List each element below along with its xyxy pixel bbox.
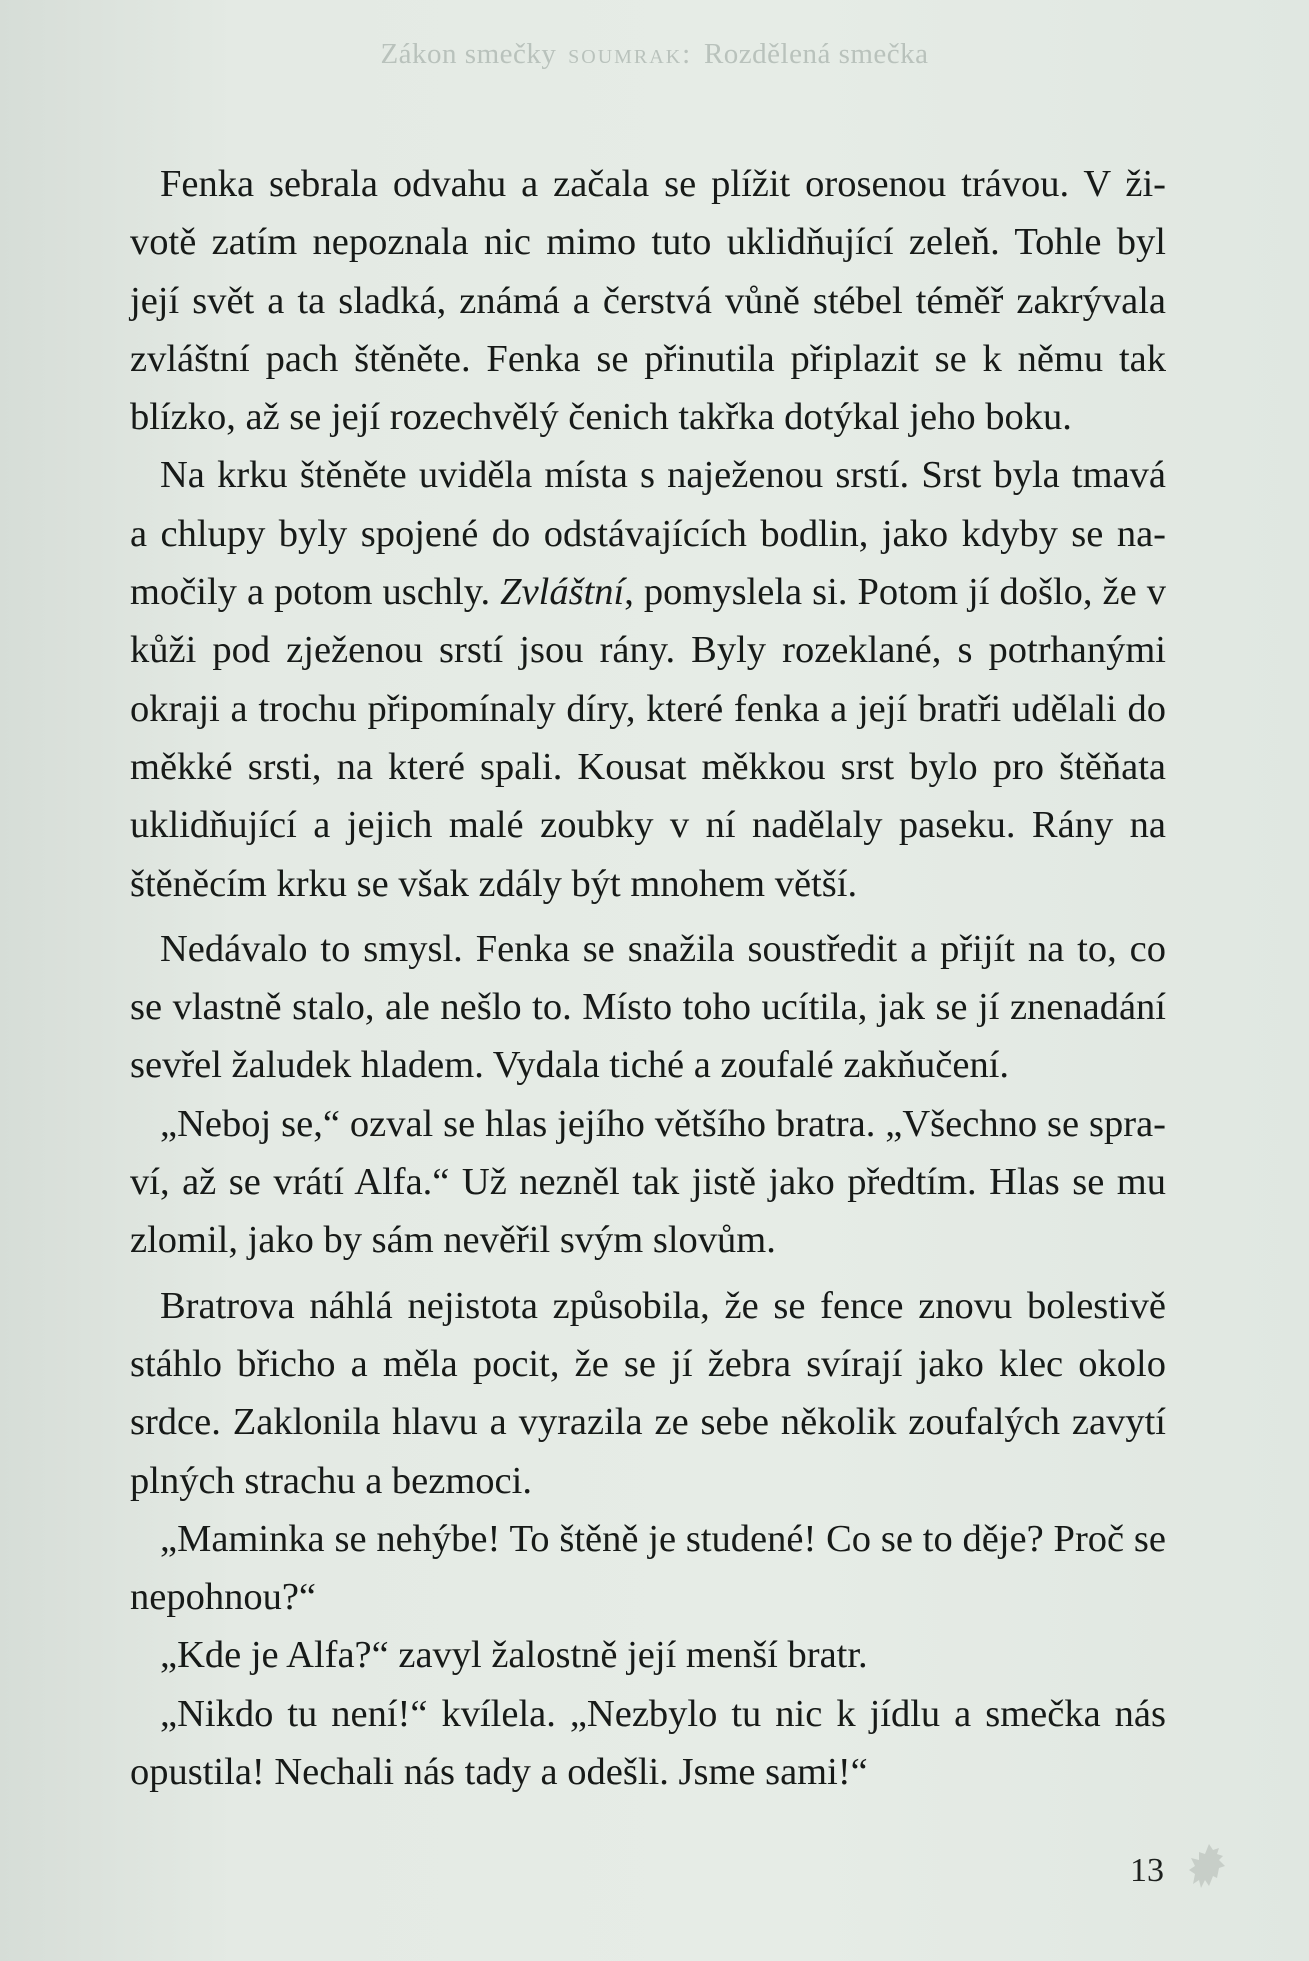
emphasized-word: Zvláštní bbox=[500, 571, 625, 614]
paragraph-7: „Kde je Alfa?“ zavyl žalostně její menší bratr. bbox=[160, 1634, 868, 1677]
paragraph-6: „Maminka se nehýbe! To štěně je studené! Co se to děje? Proč se nepohnou?“ bbox=[130, 1517, 1166, 1619]
paragraph-8: „Nikdo tu není!“ kvílela. „Nezbylo tu nic k jídlu a smečka nás opustila! Nechali nás tady a odešli. Jsme sami!“ bbox=[130, 1692, 1166, 1794]
running-head bbox=[0, 38, 1309, 71]
paragraph-1: Fenka sebrala odvahu a začala se plížit orosenou trávou. V životě zatím nepoznala nic mimo tuto uklidňující zeleň. Tohle byl její svět a ta sladká, známá a čerstvá vůně stébel téměř zakrývala zvláštní pach štěněte. Fenka se přinutila připlazit se k němu tak blízko, až se její rozechvělý čenich takřka dotýkal jeho boku. bbox=[130, 163, 1166, 439]
running-head-book-title: Zákon smečky bbox=[380, 38, 557, 70]
dog-silhouette-icon bbox=[1179, 1840, 1237, 1902]
paragraph-4: „Neboj se,“ ozval se hlas jejího většího bratra. „Všechno se spraví, až se vrátí Alfa.“ Už nezněl tak jistě jako předtím. Hlas se mu zlomil, jako by sám nevěřil svým slovům. bbox=[130, 1102, 1166, 1262]
body-text bbox=[130, 155, 1166, 1801]
paragraph-2: Na krku štěněte uviděla místa s naježenou srstí. Srst byla tmavá a chlupy byly spojené do odstávajících bodlin, jako kdyby se namočily a potom uschly. Zvláštní, pomyslela si. Potom jí došlo, že v kůži pod zježenou srstí jsou rány. Byly rozeklané, s potrhanými okraji a trochu připomínaly díry, které fenka a její bratři udělali do měkké srsti, na které spali. Kousat měkkou srst bylo pro štěňata uklidňující a jejich malé zoubky v ní nadělaly paseku. Rány na štěněcím krku se však zdály být mnohem větší. bbox=[130, 454, 1166, 905]
running-head-subtitle: Rozdělená smečka bbox=[703, 38, 929, 70]
page-number: 13 bbox=[1130, 1852, 1164, 1889]
running-head-series-word: soumrak: bbox=[568, 38, 693, 70]
paragraph-5: Bratrova náhlá nejistota způsobila, že se fence znovu bolestivě stáhlo břicho a měla pocit, že se jí žebra svírají jako klec okolo srdce. Zaklonila hlavu a vyrazila ze sebe několik zoufalých zavytí plných strachu a bezmoci. bbox=[130, 1284, 1166, 1502]
paragraph-3: Nedávalo to smysl. Fenka se snažila soustředit a přijít na to, co se vlastně stalo, ale nešlo to. Místo toho ucítila, jak se jí znenadání sevřel žaludek hladem. Vydala tiché a zoufalé zakňučení. bbox=[130, 927, 1166, 1087]
